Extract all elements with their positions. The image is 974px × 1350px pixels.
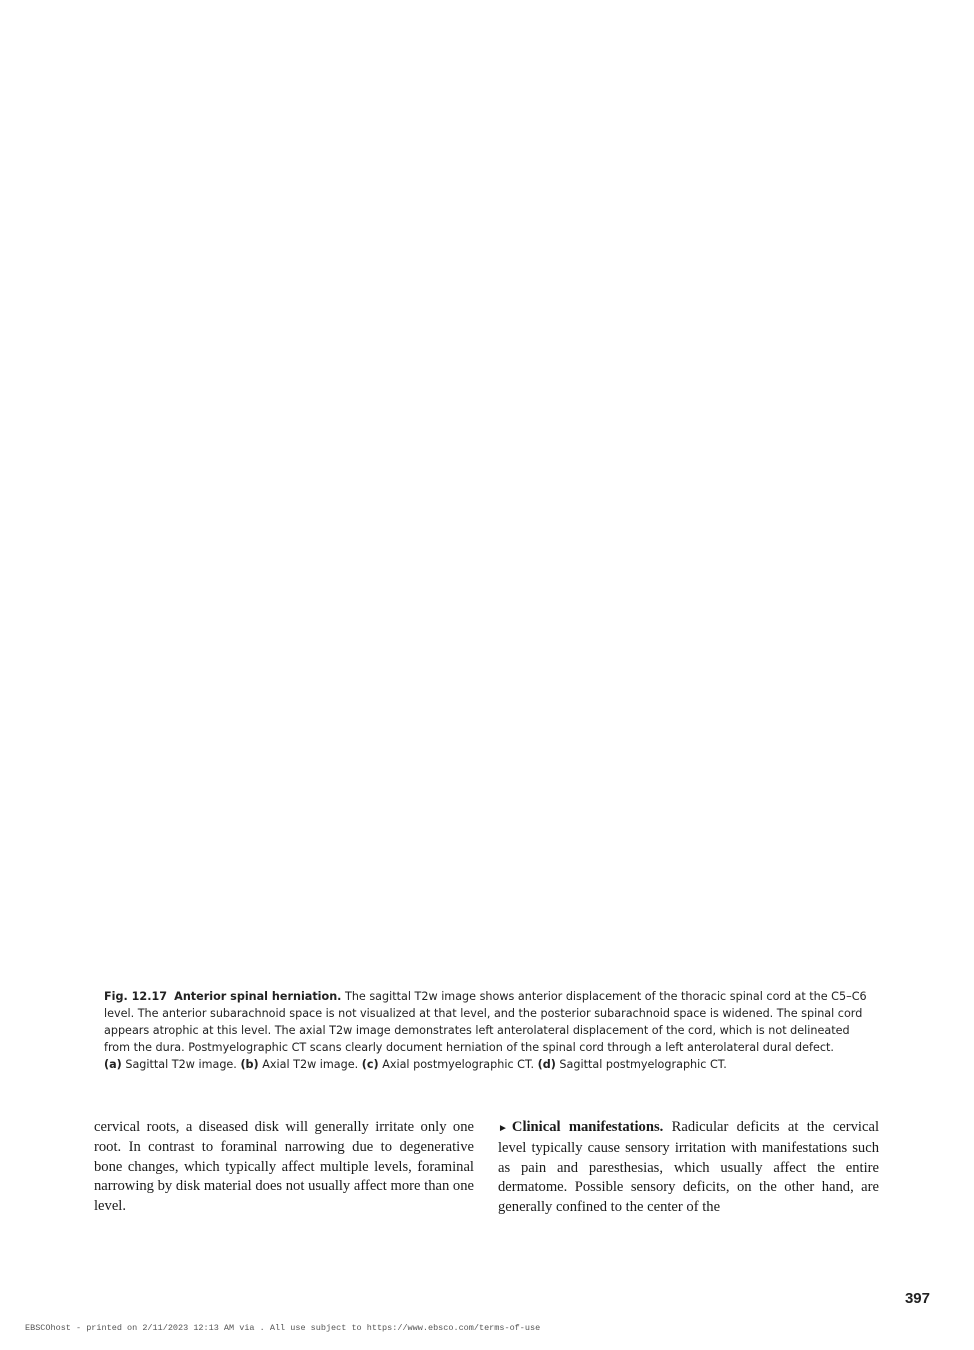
section-marker-icon: ► xyxy=(498,1123,508,1134)
figure-caption xyxy=(104,988,872,1073)
body-text-right-column xyxy=(498,1118,879,1218)
section-heading: Clinical manifestations. xyxy=(511,1119,664,1135)
figure-label: Fig. 12.17 xyxy=(104,990,168,1003)
figure-image-area xyxy=(104,60,870,965)
panel-key-c: (c) xyxy=(361,1058,379,1071)
panel-key-a: (a) xyxy=(104,1058,122,1071)
panel-text-b: Axial T2w image. xyxy=(262,1058,359,1071)
panel-text-c: Axial postmyelographic CT. xyxy=(382,1058,535,1071)
figure-description: The sagittal T2w image shows anterior displacement of the thoracic spinal cord at the C5–C6 level. The anterior subarachnoid space is not visualized at that level, and the posterior subarachnoid space is widened. The spinal cord appears atrophic at this level. The axial T2w image demonstrates left anterolateral displacement of the cord, which is not delineated from the dura. Postmyelographic CT scans clearly document herniation of the spinal cord through a left anterolateral dural defect. xyxy=(104,990,867,1054)
print-footer: EBSCOhost - printed on 2/11/2023 12:13 AM via . All use subject to https://www.ebsco.com/terms-of-use xyxy=(25,1323,541,1333)
left-column-text: cervical roots, a diseased disk will generally irritate only one root. In contrast to foraminal narrowing due to degenerative bone changes, which typically affect multiple levels, foraminal narrowing by disk material does not usually affect more than one level. xyxy=(94,1119,474,1215)
panel-key-d: (d) xyxy=(537,1058,556,1071)
panel-text-d: Sagittal postmyelographic CT. xyxy=(559,1058,727,1071)
body-text-left-column xyxy=(94,1118,474,1217)
panel-key-b: (b) xyxy=(240,1058,259,1071)
page-number: 397 xyxy=(904,1290,930,1307)
figure-title: Anterior spinal herniation. xyxy=(174,990,342,1003)
right-column-text: Radicular deficits at the cervical level typically cause sensory irritation with manifestations such as pain and paresthesias, which usually affect the entire dermatome. Possible sensory deficits, on the other hand, are generally confined to the center of the xyxy=(498,1119,879,1216)
panel-text-a: Sagittal T2w image. xyxy=(125,1058,237,1071)
